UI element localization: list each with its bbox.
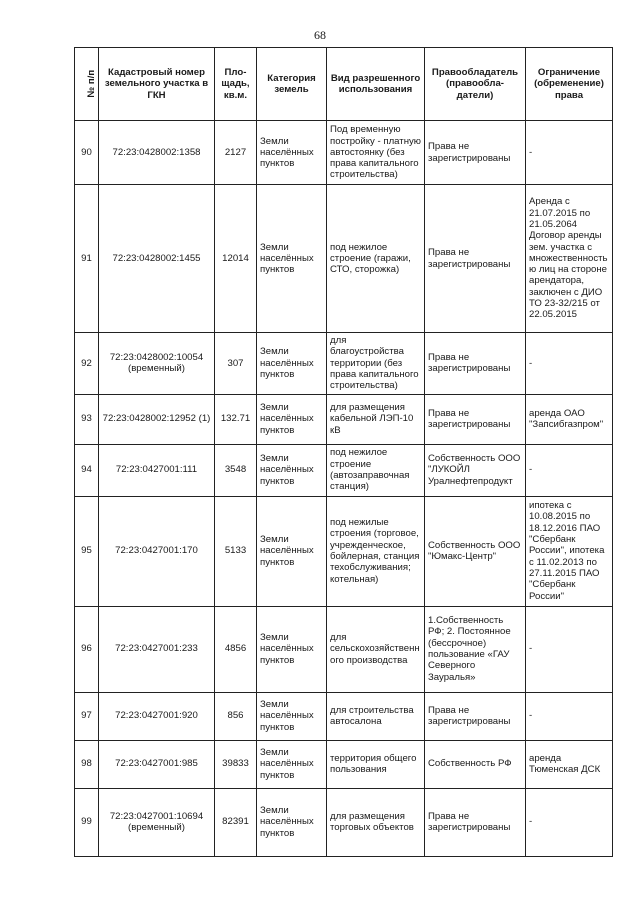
cell-cadastral: 72:23:0428002:1455 (99, 185, 215, 333)
cell-area: 12014 (215, 185, 257, 333)
cell-owner: Права не зарегистрированы (425, 692, 526, 740)
cell-category: Земли населённых пунктов (257, 185, 327, 333)
cell-num: 91 (75, 185, 99, 333)
cell-area: 132.71 (215, 394, 257, 444)
cell-area: 4856 (215, 606, 257, 692)
cell-cadastral: 72:23:0427001:10694 (временный) (99, 788, 215, 856)
cell-category: Земли населённых пунктов (257, 333, 327, 395)
cell-use: Под временную постройку - платную автостоянку (без права капитального строительства) (327, 121, 425, 185)
table-row (75, 606, 613, 692)
cell-owner: Собственность РФ (425, 740, 526, 788)
land-plots-table (74, 47, 613, 857)
header-owner: Правообладатель (правообла-датели) (425, 48, 526, 121)
table-row (75, 496, 613, 606)
cell-use: под нежилые строения (торговое, учрежденческое, бойлерная, станция техобслуживания; котельная) (327, 496, 425, 606)
cell-area: 82391 (215, 788, 257, 856)
header-row (75, 48, 613, 121)
header-category: Категория земель (257, 48, 327, 121)
cell-owner: Права не зарегистрированы (425, 121, 526, 185)
table-row (75, 394, 613, 444)
cell-use: для размещения кабельной ЛЭП-10 кВ (327, 394, 425, 444)
cell-use: для строительства автосалона (327, 692, 425, 740)
cell-limit: - (526, 333, 613, 395)
cell-category: Земли населённых пунктов (257, 496, 327, 606)
table-row (75, 333, 613, 395)
table-row (75, 692, 613, 740)
cell-category: Земли населённых пунктов (257, 444, 327, 496)
cell-category: Земли населённых пунктов (257, 606, 327, 692)
header-limit: Ограничение (обременение) права (526, 48, 613, 121)
cell-use: территория общего пользования (327, 740, 425, 788)
cell-area: 2127 (215, 121, 257, 185)
cell-cadastral: 72:23:0427001:170 (99, 496, 215, 606)
cell-limit: - (526, 606, 613, 692)
cell-owner: 1.Собственность РФ; 2. Постоянное (бессрочное) пользование «ГАУ Северного Зауралья» (425, 606, 526, 692)
cell-limit: аренда Тюменская ДСК (526, 740, 613, 788)
cell-cadastral: 72:23:0428002:10054 (временный) (99, 333, 215, 395)
cell-limit: ипотека с 10.08.2015 по 18.12.2016 ПАО "Сбербанк России", ипотека с 11.02.2013 по 27.11.2015 ПАО "Сбербанк России" (526, 496, 613, 606)
cell-category: Земли населённых пунктов (257, 692, 327, 740)
cell-category: Земли населённых пунктов (257, 740, 327, 788)
cell-num: 93 (75, 394, 99, 444)
cell-area: 3548 (215, 444, 257, 496)
cell-use: под нежилое строение (автозаправочная станция) (327, 444, 425, 496)
cell-num: 92 (75, 333, 99, 395)
cell-area: 5133 (215, 496, 257, 606)
table-row (75, 740, 613, 788)
cell-cadastral: 72:23:0428002:12952 (1) (99, 394, 215, 444)
cell-category: Земли населённых пунктов (257, 394, 327, 444)
table-row (75, 121, 613, 185)
cell-cadastral: 72:23:0427001:111 (99, 444, 215, 496)
header-num: № п/п (75, 48, 99, 121)
header-cadastral: Кадастровый номер земельного участка в ГКН (99, 48, 215, 121)
cell-num: 97 (75, 692, 99, 740)
cell-owner: Права не зарегистрированы (425, 394, 526, 444)
cell-owner: Права не зарегистрированы (425, 333, 526, 395)
cell-cadastral: 72:23:0427001:985 (99, 740, 215, 788)
cell-num: 99 (75, 788, 99, 856)
cell-use: для размещения торговых объектов (327, 788, 425, 856)
page-number: 68 (314, 28, 326, 42)
cell-limit: аренда ОАО "Запсибгазпром" (526, 394, 613, 444)
table-row (75, 788, 613, 856)
cell-use: для сельскохозяйственного производства (327, 606, 425, 692)
cell-area: 856 (215, 692, 257, 740)
cell-num: 98 (75, 740, 99, 788)
cell-cadastral: 72:23:0427001:233 (99, 606, 215, 692)
cell-use: для благоустройства территории (без права капитального строительства) (327, 333, 425, 395)
table-row (75, 444, 613, 496)
cell-num: 95 (75, 496, 99, 606)
cell-limit: Аренда с 21.07.2015 по 21.05.2064 Договор аренды зем. участка с множественностью лиц на стороне арендатора, заключен с ДИО ТО 23-32/215 от 22.05.2015 (526, 185, 613, 333)
cell-category: Земли населённых пунктов (257, 788, 327, 856)
cell-use: под нежилое строение (гаражи, СТО, сторожка) (327, 185, 425, 333)
cell-limit: - (526, 788, 613, 856)
cell-num: 90 (75, 121, 99, 185)
cell-num: 96 (75, 606, 99, 692)
cell-owner: Права не зарегистрированы (425, 185, 526, 333)
cell-cadastral: 72:23:0427001:920 (99, 692, 215, 740)
cell-owner: Права не зарегистрированы (425, 788, 526, 856)
header-use: Вид разрешенного использования (327, 48, 425, 121)
cell-owner: Собственность ООО "Юмакс-Центр" (425, 496, 526, 606)
cell-limit: - (526, 692, 613, 740)
cell-limit: - (526, 444, 613, 496)
cell-area: 307 (215, 333, 257, 395)
cell-owner: Собственность ООО "ЛУКОЙЛ Уралнефтепродукт (425, 444, 526, 496)
table-row (75, 185, 613, 333)
cell-num: 94 (75, 444, 99, 496)
cell-area: 39833 (215, 740, 257, 788)
cell-category: Земли населённых пунктов (257, 121, 327, 185)
header-area: Пло-щадь, кв.м. (215, 48, 257, 121)
cell-limit: - (526, 121, 613, 185)
cell-cadastral: 72:23:0428002:1358 (99, 121, 215, 185)
